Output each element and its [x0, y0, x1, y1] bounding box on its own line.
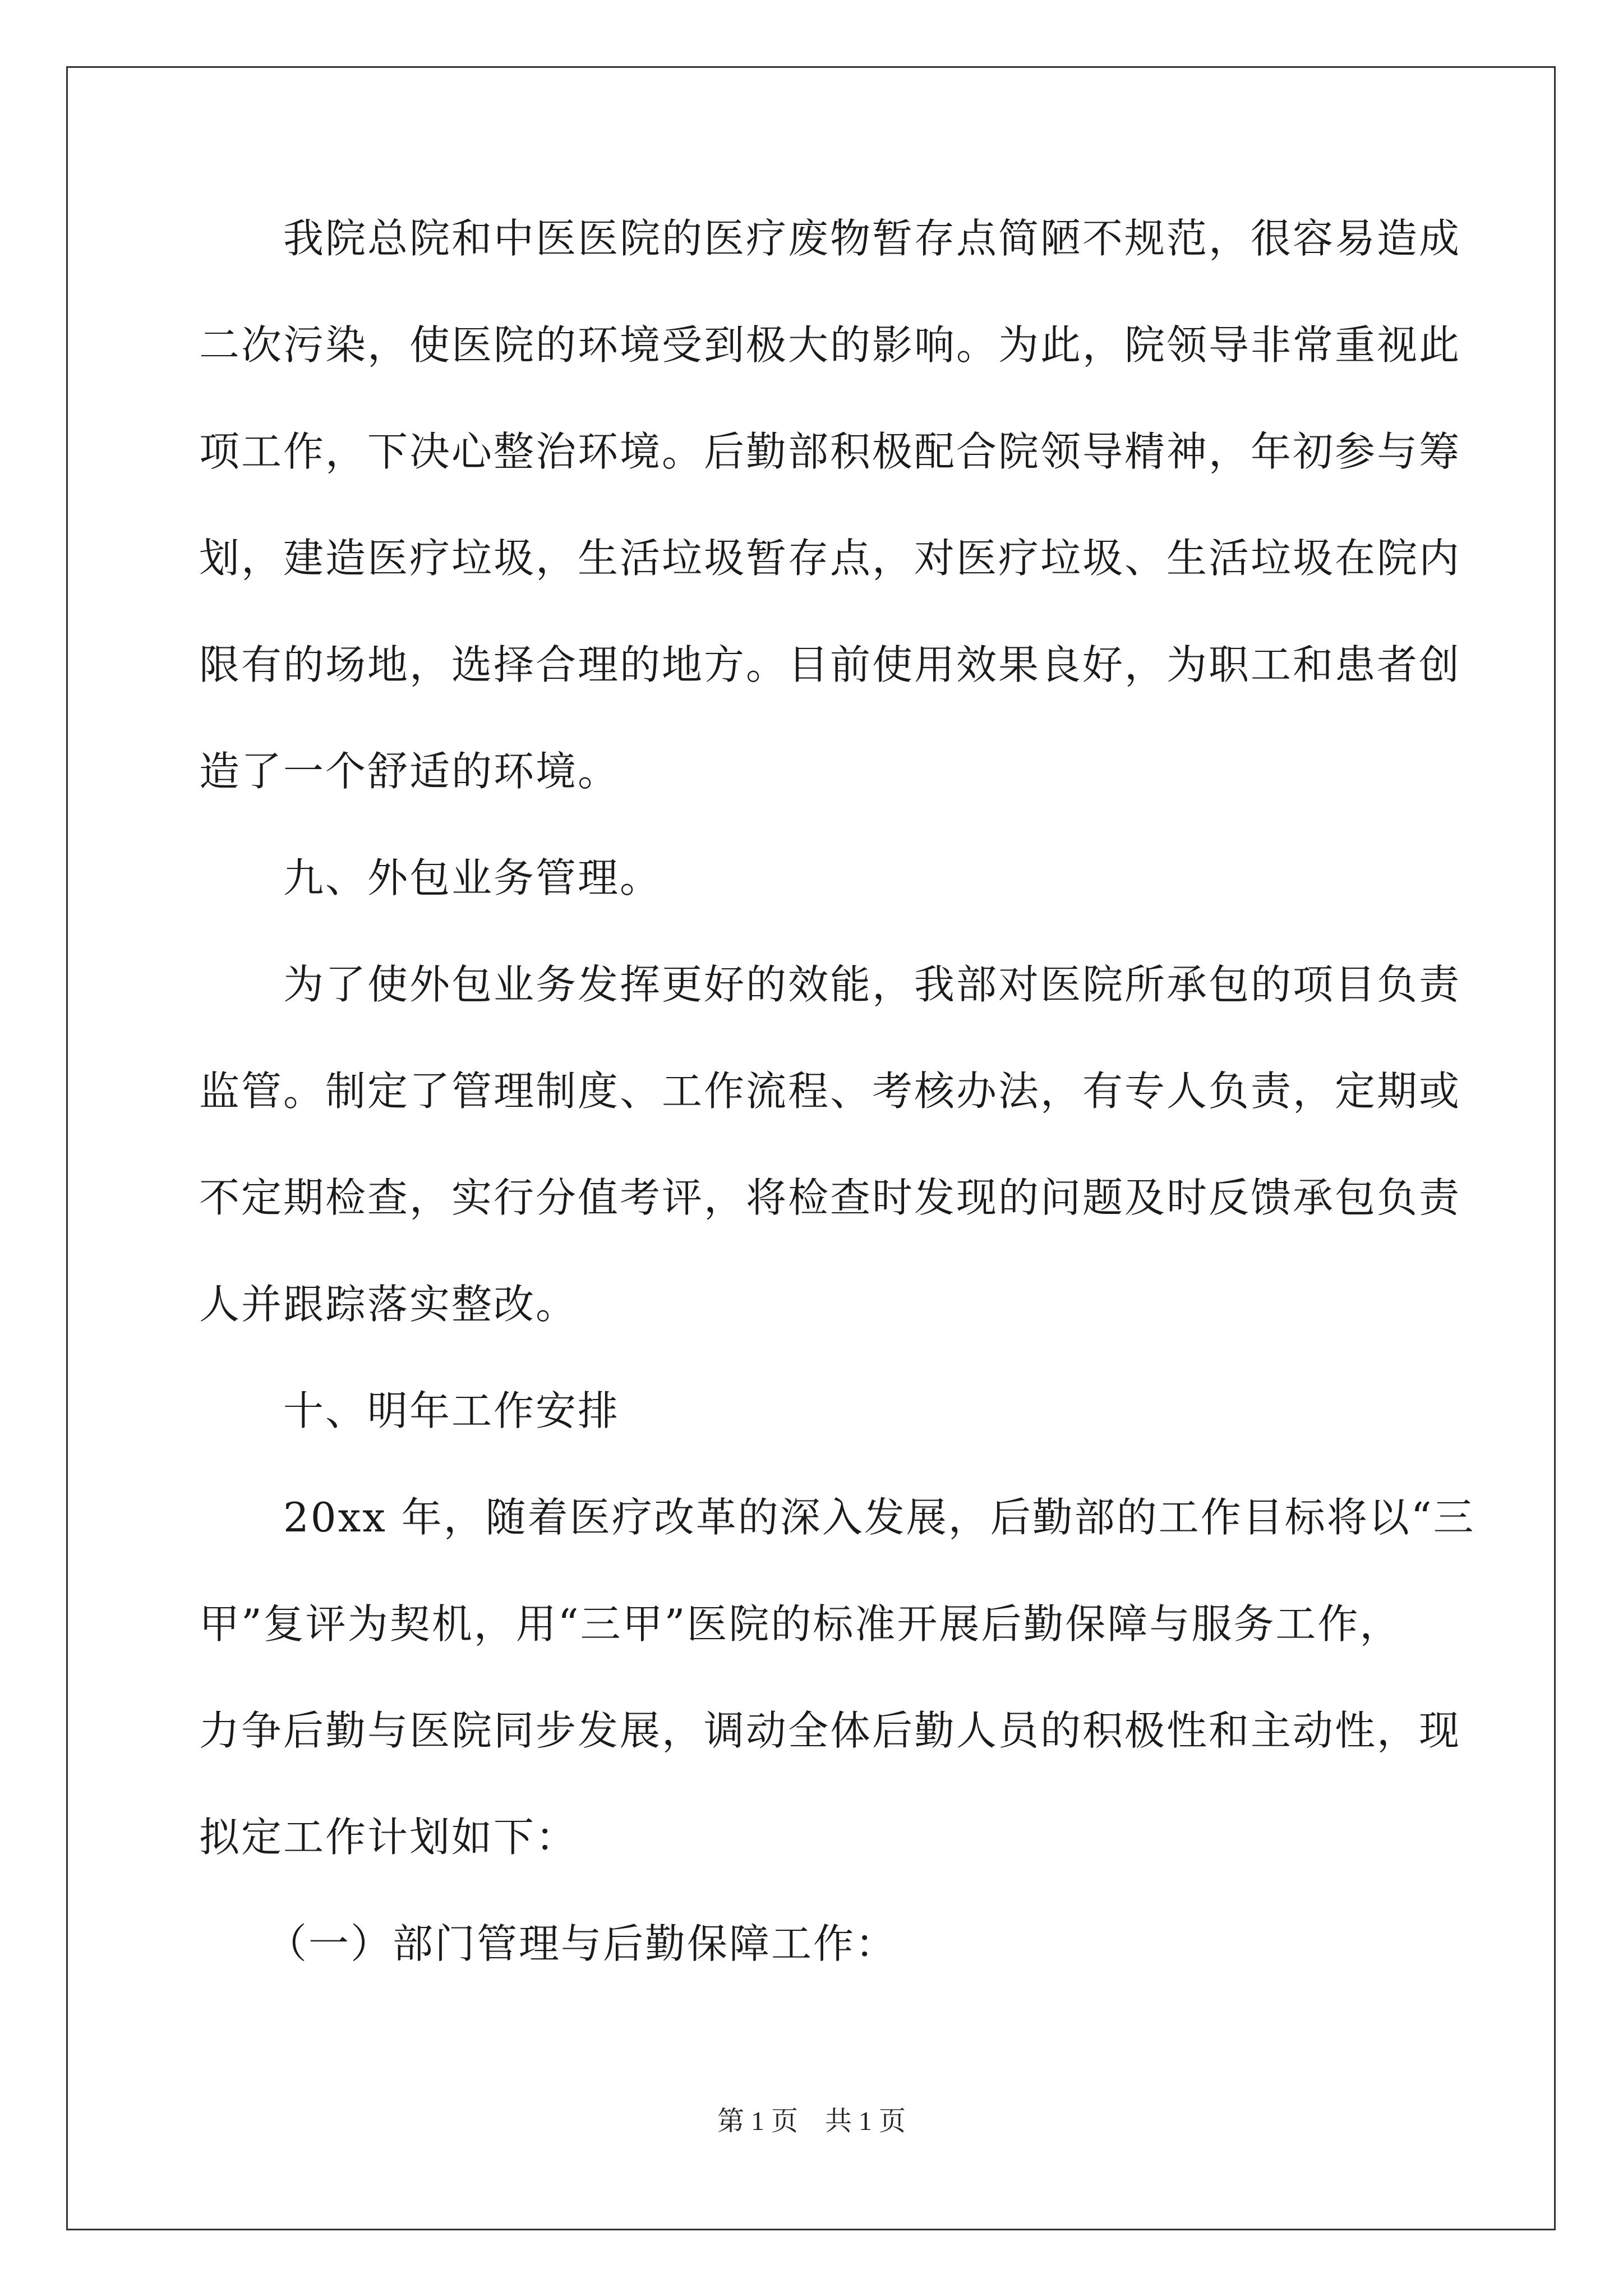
paragraph-line: 力争后勤与医院同步发展，调动全体后勤人员的积极性和主动性，现	[199, 1707, 1461, 1754]
paragraph-line: 监管。制定了管理制度、工作流程、考核办法，有专人负责，定期或	[199, 1068, 1461, 1115]
paragraph-line: 二次污染，使医院的环境受到极大的影响。为此，院领导非常重视此	[199, 321, 1461, 369]
paragraph-line: 20xx 年，随着医疗改革的深入发展，后勤部的工作目标将以“三	[283, 1494, 1476, 1541]
paragraph-line: 拟定工作计划如下：	[199, 1814, 578, 1861]
paragraph-line: 人并跟踪落实整改。	[199, 1281, 578, 1328]
paragraph-line: 造了一个舒适的环境。	[199, 748, 620, 795]
paragraph-line: 不定期检查，实行分值考评，将检查时发现的问题及时反馈承包负责	[199, 1174, 1461, 1221]
section-heading: 十、明年工作安排	[283, 1387, 620, 1434]
paragraph-line: 甲”复评为契机，用“三甲”医院的标准开展后勤保障与服务工作，	[199, 1600, 1402, 1648]
page-footer: 第 1 页 共 1 页	[717, 2106, 906, 2136]
subsection-heading: （一）部门管理与后勤保障工作：	[266, 1920, 898, 1967]
section-heading: 九、外包业务管理。	[283, 854, 662, 901]
paragraph-line: 我院总院和中医医院的医疗废物暂存点简陋不规范，很容易造成	[283, 215, 1461, 262]
paragraph-line: 为了使外包业务发挥更好的效能，我部对医院所承包的项目负责	[283, 961, 1461, 1008]
paragraph-line: 限有的场地，选择合理的地方。目前使用效果良好，为职工和患者创	[199, 641, 1461, 688]
paragraph-line: 划，建造医疗垃圾，生活垃圾暂存点，对医疗垃圾、生活垃圾在院内	[199, 535, 1461, 582]
page-border	[66, 66, 1556, 2230]
paragraph-line: 项工作，下决心整治环境。后勤部积极配合院领导精神，年初参与筹	[199, 428, 1461, 475]
